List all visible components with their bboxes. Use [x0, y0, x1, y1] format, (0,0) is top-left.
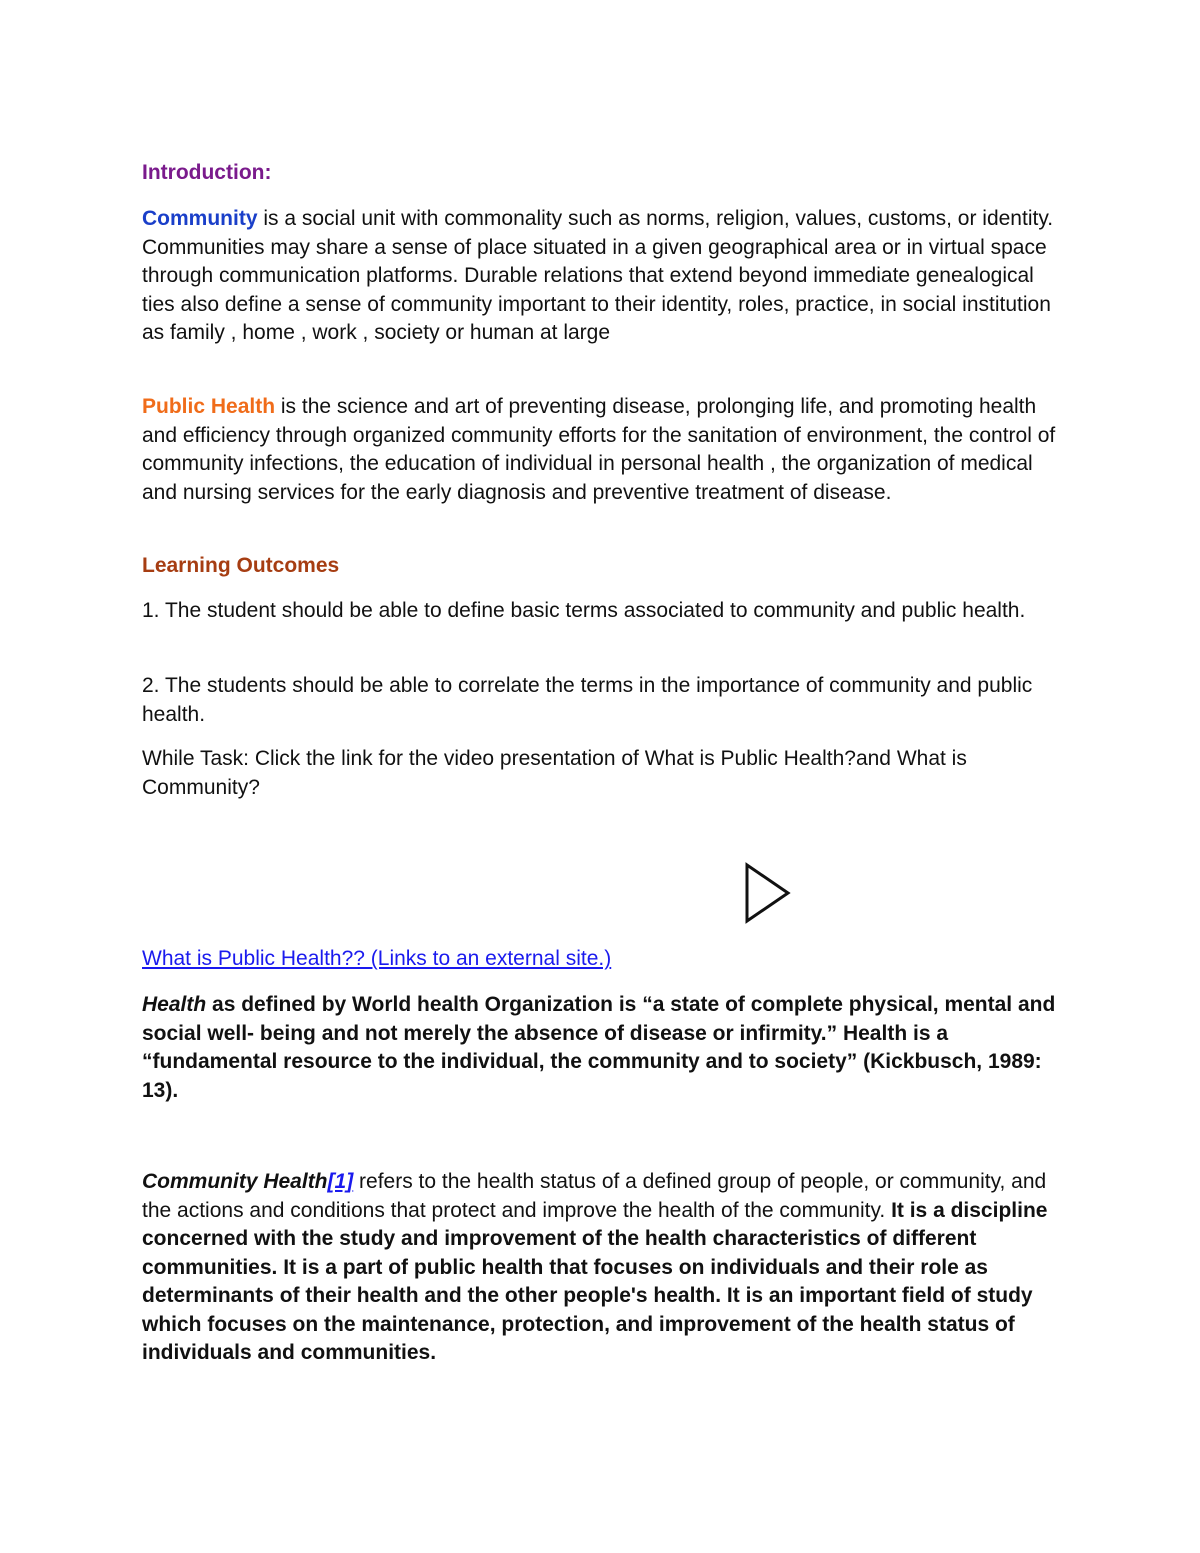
outcome-item-2: 2. The students should be able to correlate the terms in the importance of community and public health. — [142, 674, 1033, 726]
community-text: is a social unit with commonality such as norms, religion, values, customs, or identity. Communities may share a sense of place situated in a given geographical area or in virtual space through communication platforms. Durable relations that extend beyond immediate genealogical ties also define a sense of community important to their identity, roles, practice, in social institution as family , home , work , society or human at large — [142, 207, 1054, 344]
external-video-link-paragraph — [142, 945, 1062, 974]
outcome-item-1: 1. The student should be able to define basic terms associated to community and public health. — [142, 599, 1026, 622]
community-health-bold-text: It is a discipline concerned with the study and improvement of the health characteristics of different communities. It is a part of public health that focuses on individuals and their role as determinants of their health and the other people's health. It is an important field of study which focuses on the maintenance, protection, and improvement of the health status of individuals and communities. — [142, 1198, 1048, 1364]
community-paragraph — [142, 205, 1062, 348]
health-definition-paragraph — [142, 991, 1062, 1105]
play-icon[interactable] — [744, 862, 792, 924]
health-term: Health — [142, 993, 207, 1016]
community-health-term: Community Health — [142, 1170, 328, 1193]
community-health-paragraph — [142, 1168, 1062, 1368]
public-health-paragraph — [142, 393, 1062, 507]
footnote-ref-link[interactable]: [1] — [327, 1170, 354, 1193]
external-video-link[interactable]: What is Public Health?? (Links to an external site.) — [142, 947, 612, 970]
community-term: Community — [142, 207, 258, 230]
intro-heading: Introduction: — [142, 161, 272, 184]
public-health-text: is the science and art of preventing disease, prolonging life, and promoting health and efficiency through organized community efforts for the sanitation of environment, the control of community infections, the education of individual in personal health , the organization of medical and nursing services for the early diagnosis and preventive treatment of disease. — [142, 395, 1056, 504]
health-definition-text: as defined by World health Organization is “a state of complete physical, mental and social well- being and not merely the absence of disease or infirmity.” Health is a “fundamental resource to the individual, the community and to society” (Kickbusch, 1989: 13). — [142, 993, 1056, 1102]
community-health-text: refers to the health status of a defined group of people, or community, and the actions and conditions that protect and improve the health of the community. — [142, 1170, 1047, 1222]
while-task-paragraph: While Task: Click the link for the video presentation of What is Public Health?and What is Community? — [142, 747, 967, 799]
learning-outcomes-heading: Learning Outcomes — [142, 554, 340, 577]
public-health-term: Public Health — [142, 395, 276, 418]
